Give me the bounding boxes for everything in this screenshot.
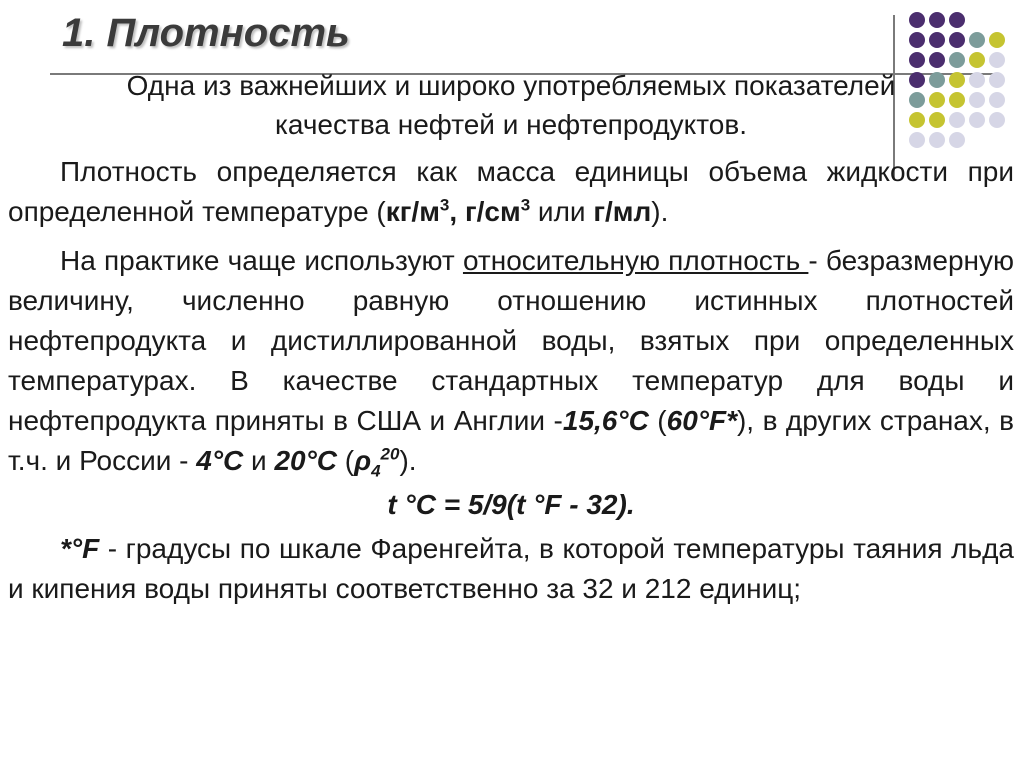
dot-teal: [969, 32, 985, 48]
fahrenheit-mark: *°F: [60, 533, 100, 564]
dot-purple: [929, 12, 945, 28]
relative-density-intro: На практике чаще используют: [60, 245, 463, 276]
slide-title: 1. Плотность: [62, 11, 350, 55]
or-text: или: [530, 196, 594, 227]
fahrenheit-text: - градусы по шкале Фаренгейта, в которой температуры таяния льда и кипения воды приняты соответственно за 32 и 212 единиц;: [8, 533, 1014, 604]
fahrenheit-footnote: [8, 529, 1014, 609]
conversion-formula: t °C = 5/9(t °F - 32).: [387, 489, 635, 520]
temp-20c: 20°С: [274, 445, 338, 476]
unit-kg-m3: $кг/м^3$, $г/см^3$: [385, 195, 531, 227]
slide-body: [8, 66, 1014, 609]
dot-olive: [989, 32, 1005, 48]
dot-purple: [949, 32, 965, 48]
relative-density-text: - безразмерную величину, численно равную отношению истинных плотностей нефтепродукта и дистиллированной воды, взятых при определенных температурах. В качестве стандартных температур для воды и нефтепродукта приняты в США и Англии -: [8, 245, 1014, 436]
temp-60f: 60°F*: [666, 405, 737, 436]
relative-density-term: относительную плотность: [462, 245, 809, 276]
dot-purple: [929, 32, 945, 48]
dot-purple: [949, 12, 965, 28]
dot-purple: [909, 12, 925, 28]
definition-tail: ).: [651, 196, 669, 227]
rho-symbol: $\rho_4^{20}$: [354, 444, 400, 481]
temp-4c: 4°С: [196, 445, 244, 476]
dot-purple: [909, 32, 925, 48]
definition-text: Плотность определяется как масса единицы объема жидкости при определенной температуре (: [8, 156, 1014, 227]
temp-15-6c: 15,6°С: [562, 405, 649, 436]
definition-paragraph: [8, 152, 1014, 232]
intro-paragraph: Одна из важнейших и широко употребляемых показателей качества нефтей и нефтепродуктов.: [126, 70, 896, 140]
relative-density-paragraph: На практике чаще используют относительную плотность - безразмерную величину, численно равную отношению истинных плотностей нефтепродукта и дистиллированной воды, взятых при определенных температурах. В качестве стандартных температур для воды и нефтепродукта приняты в США и Англии -15,6°С (60°F*), в других странах, в т.ч. и России - 4°С и 20°С $(\rho_4^{20})$.: [8, 245, 1015, 481]
unit-g-ml: г/мл: [593, 196, 652, 227]
relative-density-text-2: ), в других странах, в т.ч. и России -: [8, 405, 1015, 476]
